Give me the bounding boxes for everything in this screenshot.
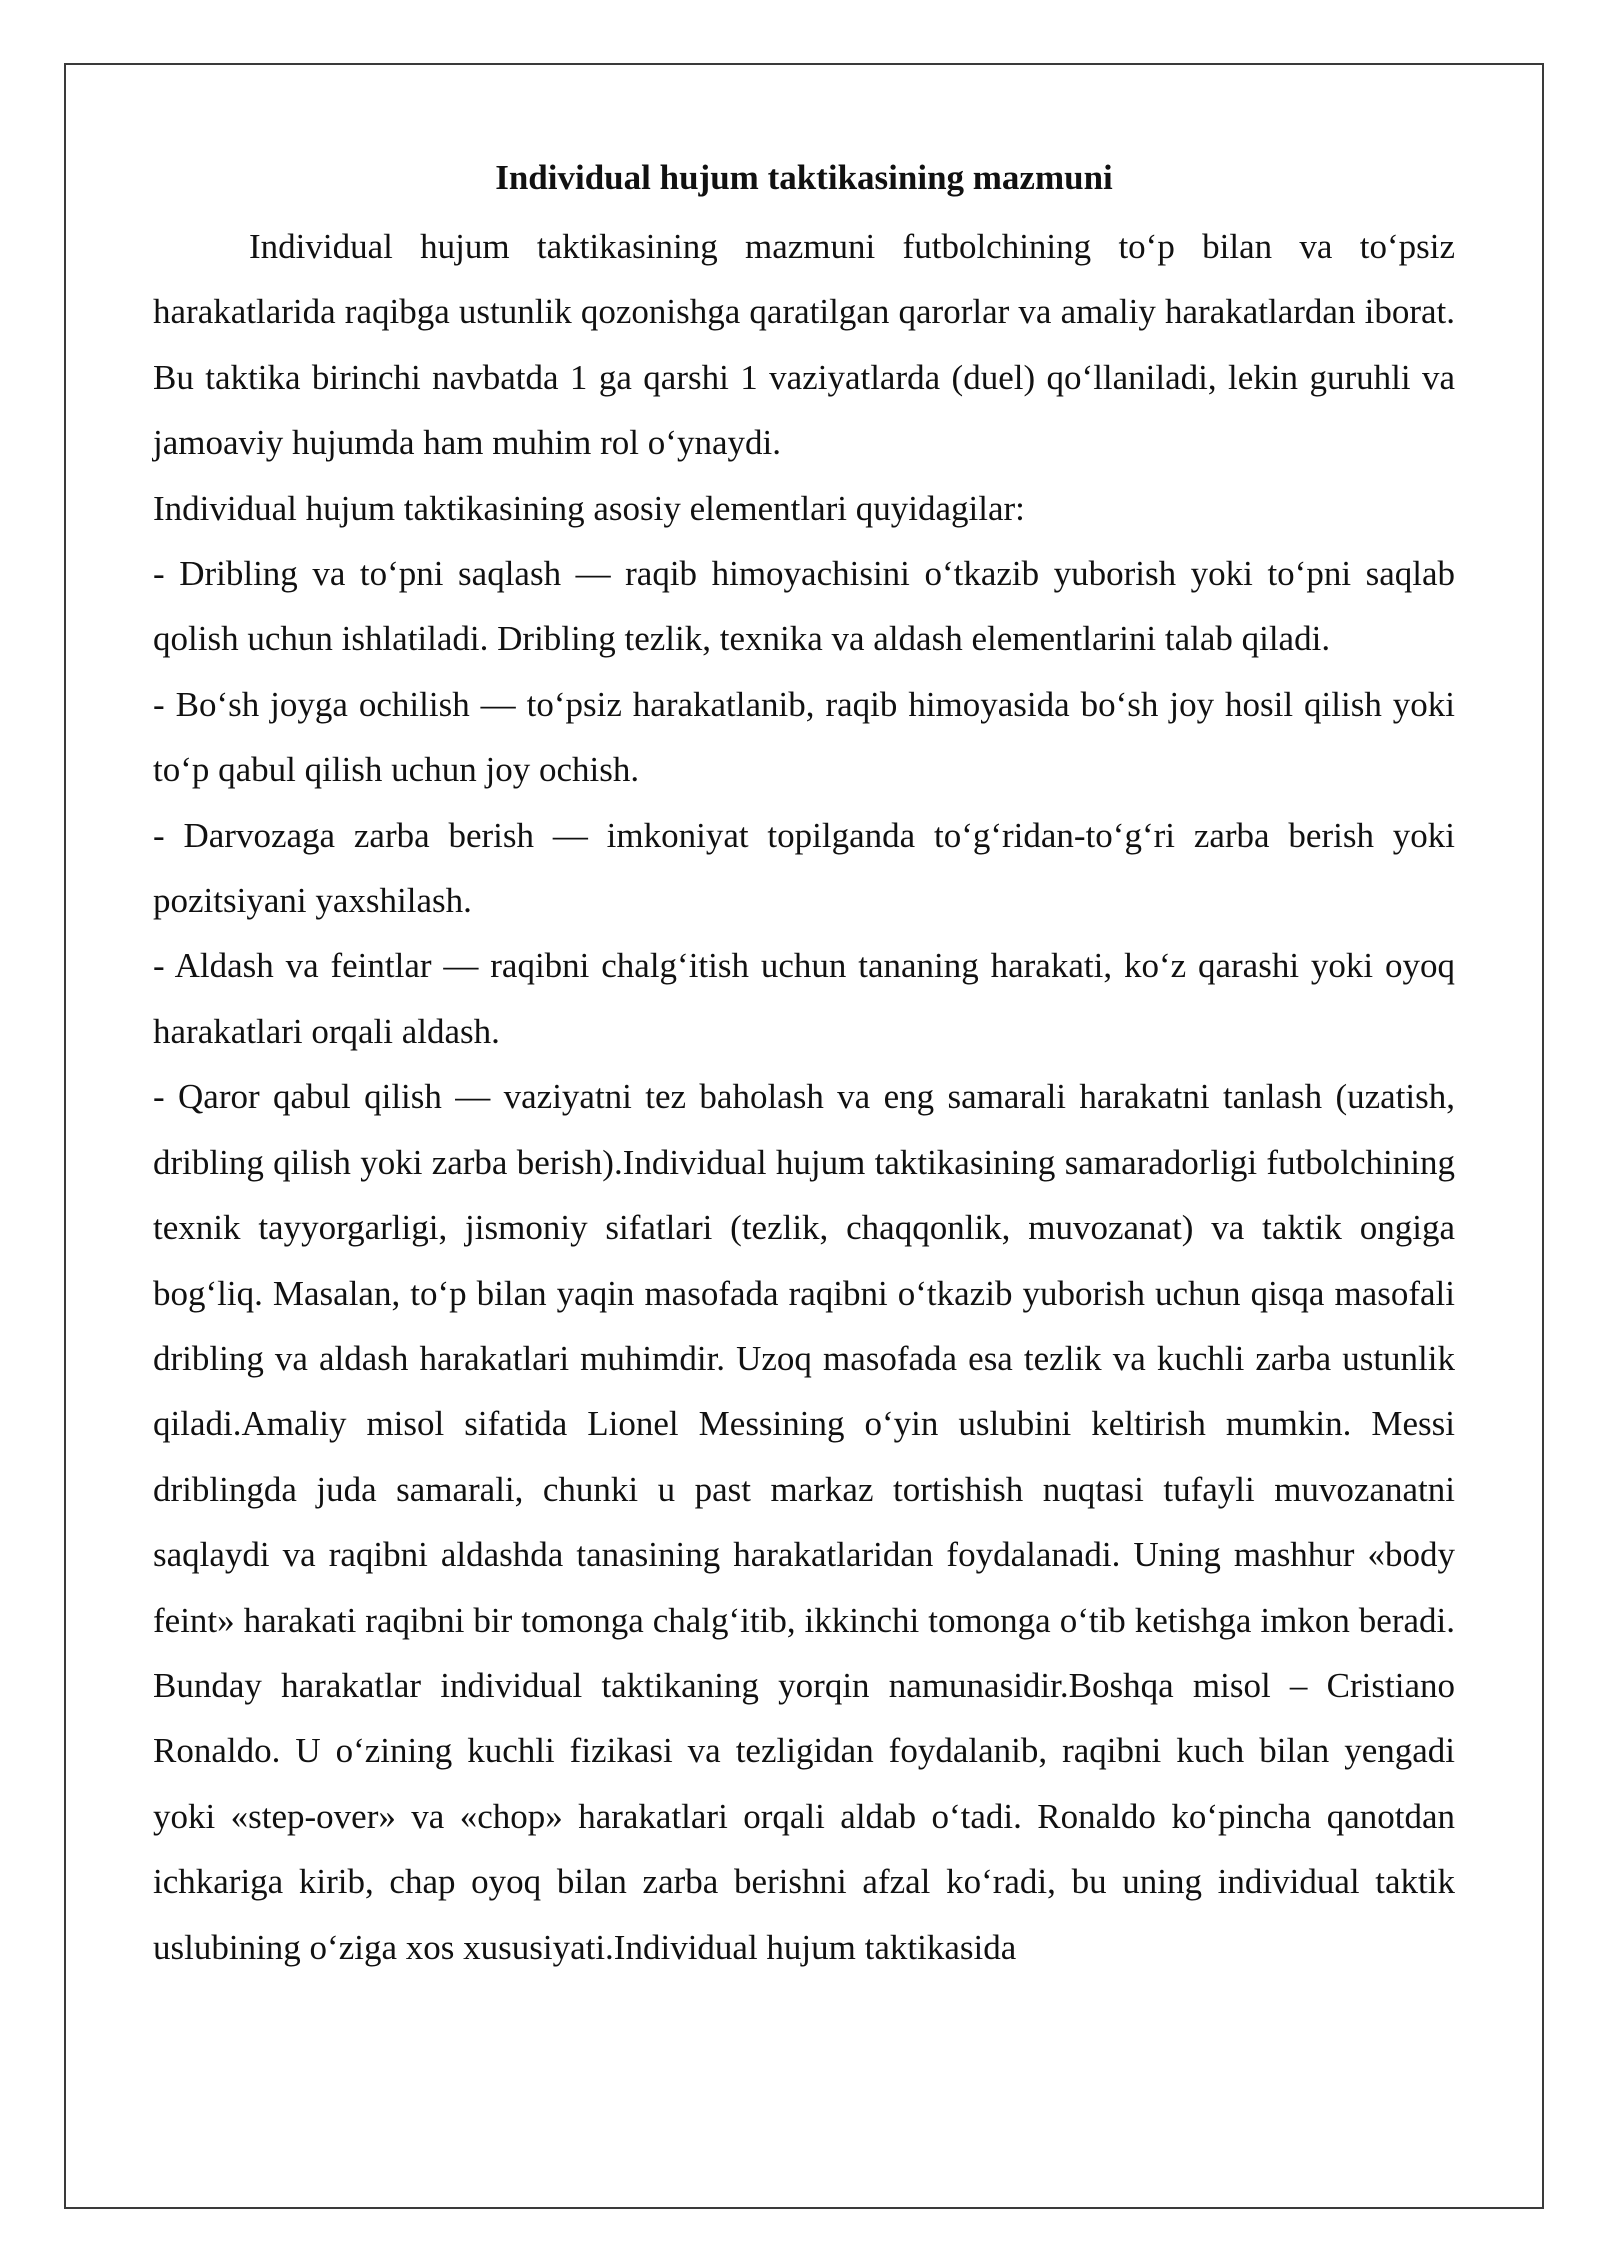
list-item-decision-making: - Qaror qabul qilish — vaziyatni tez baholash va eng samarali harakatni tanlash (uzatish, dribling qilish yoki zarba berish).Individual hujum taktikasining samaradorligi futbolchining texnik tayyorgarligi, jismoniy sifatlari (tezlik, chaqqonlik, muvozanat) va taktik ongiga bog‘liq. Masalan, to‘p bilan yaqin masofada raqibni o‘tkazib yuborish uchun qisqa masofali dribling va aldash harakatlari muhimdir. Uzoq masofada esa tezlik va kuchli zarba ustunlik qiladi.Amaliy misol sifatida Lionel Messining o‘yin uslubini keltirish mumkin. Messi driblingda juda samarali, chunki u past markaz tortishish nuqtasi tufayli muvozanatni saqlaydi va raqibni aldashda tanasining harakatlaridan foydalanadi. Uning mashhur «body feint» harakati raqibni bir tomonga chalg‘itib, ikkinchi tomonga o‘tib ketishga imkon beradi. Bunday harakatlar individual taktikaning yorqin namunasidir.Boshqa misol – Cristiano Ronaldo. U o‘zining kuchli fizikasi va tezligidan foydalanib, raqibni kuch bilan yengadi yoki «step-over» va «chop» harakatlari orqali aldab o‘tadi. Ronaldo ko‘pincha qanotdan ichkariga kirib, chap oyoq bilan zarba berishni afzal ko‘radi, bu uning individual taktik uslubining o‘ziga xos xususiyati.Individual hujum taktikasida	[153, 1077, 1455, 1967]
list-item-feints: - Aldash va feintlar — raqibni chalg‘itish uchun tananing harakati, ko‘z qarashi yoki oyoq harakatlari orqali aldash.	[153, 946, 1455, 1051]
elements-heading-paragraph: Individual hujum taktikasining asosiy elementlari quyidagilar:	[153, 488, 1025, 528]
intro-paragraph: Individual hujum taktikasining mazmuni futbolchining to‘p bilan va to‘psiz harakatlarida raqibga ustunlik qozonishga qaratilgan qarorlar va amaliy harakatlardan iborat. Bu taktika birinchi navbatda 1 ga qarshi 1 vaziyatlarda (duel) qo‘llaniladi, lekin guruhli va jamoaviy hujumda ham muhim rol o‘ynaydi.	[153, 227, 1455, 463]
list-item-open-space: - Bo‘sh joyga ochilish — to‘psiz harakatlanib, raqib himoyasida bo‘sh joy hosil qilish yoki to‘p qabul qilish uchun joy ochish.	[153, 684, 1455, 790]
document-body	[153, 150, 1455, 1980]
list-item-dribbling: - Dribling va to‘pni saqlash — raqib himoyachisini o‘tkazib yuborish yoki to‘pni saqlab qolish uchun ishlatiladi. Dribling tezlik, texnika va aldash elementlarini talab qiladi.	[153, 554, 1455, 659]
document-title: Individual hujum taktikasining mazmuni	[495, 158, 1113, 197]
list-item-shot-on-goal: - Darvozaga zarba berish — imkoniyat topilganda to‘g‘ridan-to‘g‘ri zarba berish yoki pozitsiyani yaxshilash.	[153, 815, 1455, 921]
